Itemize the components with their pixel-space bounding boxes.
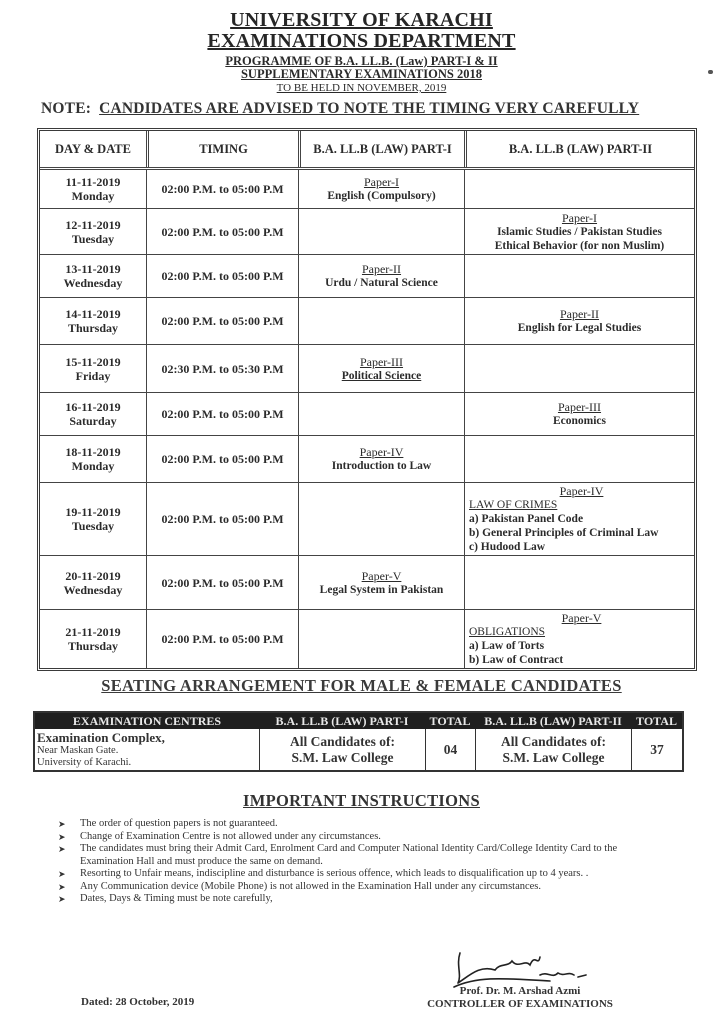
part2-cell — [464, 393, 694, 435]
seat-col-centres: EXAMINATION CENTRES — [72, 713, 222, 728]
timing-cell: 02:00 P.M. to 05:00 P.M — [146, 170, 298, 208]
part1-cell — [298, 436, 464, 482]
date-cell — [40, 209, 146, 254]
exam-day: Tuesday — [71, 231, 115, 246]
part1-cell-empty — [298, 483, 464, 555]
dated: Dated: 28 October, 2019 — [81, 996, 195, 1008]
exam-date: 19-11-2019 — [65, 505, 121, 519]
part2-cell — [464, 298, 694, 344]
part1-line2: S.M. Law College — [291, 749, 394, 765]
exam-day: Monday — [71, 189, 115, 203]
exam-day: Friday — [75, 368, 111, 383]
date-cell — [40, 436, 146, 482]
part1-cell — [298, 255, 464, 297]
instruction-item — [58, 831, 658, 844]
instruction-text: Any Communication device (Mobile Phone) is not allowed in the Examination Hall under any circumstances. — [80, 880, 542, 892]
signer-name: Prof. Dr. M. Arshad Azmi — [459, 985, 581, 997]
exam-date: 14-11-2019 — [65, 307, 121, 321]
signer-title: CONTROLLER OF EXAMINATIONS — [427, 998, 613, 1010]
date-cell — [40, 610, 146, 668]
instruction-item — [58, 881, 658, 894]
paper-number: Paper-V — [561, 611, 602, 625]
exam-day: Thursday — [67, 639, 119, 653]
part2-total: 37 — [631, 729, 682, 770]
instruction-text: Dates, Days & Timing must be note carefully, — [80, 893, 273, 904]
held-in: TO BE HELD IN NOVEMBER, 2019 — [276, 82, 447, 94]
part2-cell-empty — [464, 170, 694, 208]
timing-cell: 02:00 P.M. to 05:00 P.M — [146, 436, 298, 482]
arrow-bullet-icon: ➤ — [58, 831, 66, 842]
part2-cell — [464, 209, 694, 254]
schedule-row — [40, 482, 694, 555]
exam-day: Saturday — [69, 414, 117, 428]
seating-row — [35, 729, 682, 770]
paper-heading: OBLIGATIONS — [469, 626, 546, 638]
timing-cell: 02:00 P.M. to 05:00 P.M — [146, 610, 298, 668]
col-header-day-date: DAY & DATE — [55, 142, 131, 156]
part1-cell — [298, 170, 464, 208]
paper-subject: Introduction to Law — [331, 460, 432, 472]
schedule-row — [40, 555, 694, 609]
paper-item: b) General Principles of Criminal Law — [469, 527, 659, 539]
part2-line1: All Candidates of: — [500, 733, 606, 749]
seating-title: SEATING ARRANGEMENT FOR MALE & FEMALE CANDIDATES — [101, 676, 622, 695]
instruction-text: Resorting to Unfair means, indiscipline and disturbance is serious offence, which leads to disqualification up to 4 years. . — [80, 868, 589, 879]
arrow-bullet-icon: ➤ — [58, 819, 66, 829]
exam-day: Wednesday — [63, 582, 123, 597]
part2-cell-empty — [464, 255, 694, 297]
exam-date: 12-11-2019 — [65, 217, 121, 232]
paper-number: Paper-II — [559, 307, 600, 321]
paper-number: Paper-II — [361, 262, 402, 276]
paper-number: Paper-III — [557, 400, 602, 414]
seating-header-row — [35, 713, 682, 729]
schedule-row — [40, 208, 694, 254]
part1-cell-empty — [298, 610, 464, 668]
schedule-header-row — [40, 131, 694, 170]
arrow-bullet-icon: ➤ — [58, 844, 66, 854]
date-cell — [40, 556, 146, 609]
programme-title: PROGRAMME OF B.A. LL.B. (Law) PART-I & II — [225, 54, 498, 68]
date-cell — [40, 298, 146, 344]
part1-cell — [298, 556, 464, 609]
exam-day: Thursday — [67, 321, 119, 335]
centre-line2: Near Maskan Gate. — [37, 744, 119, 756]
instruction-text: The candidates must bring their Admit Card, Enrolment Card and Computer National Identity Card/College Identity Card to the Examination Hall and must produce the same on demand. — [80, 843, 618, 867]
schedule-row — [40, 609, 694, 668]
instruction-item — [58, 868, 658, 881]
instruction-item — [58, 893, 658, 906]
date-cell — [40, 393, 146, 435]
paper-subject: Economics — [552, 415, 607, 427]
exam-date: 16-11-2019 — [65, 400, 121, 414]
part1-candidates — [259, 729, 425, 770]
paper-number: Paper-I — [561, 210, 598, 225]
instruction-text: Change of Examination Centre is not allowed under any circumstances. — [80, 830, 381, 842]
timing-cell: 02:30 P.M. to 05:30 P.M — [146, 345, 298, 392]
note-text: CANDIDATES ARE ADVISED TO NOTE THE TIMING VERY CAREFULLY — [99, 100, 640, 117]
date-cell — [40, 170, 146, 208]
seating-table — [33, 711, 684, 772]
timing-cell: 02:00 P.M. to 05:00 P.M — [146, 255, 298, 297]
part2-cell-empty — [464, 556, 694, 609]
instruction-item — [58, 818, 658, 831]
instructions-title: IMPORTANT INSTRUCTIONS — [243, 791, 480, 810]
seat-col-total1: TOTAL — [429, 713, 471, 728]
arrow-bullet-icon: ➤ — [58, 894, 66, 904]
paper-item: a) Pakistan Panel Code — [469, 513, 584, 525]
exam-title: SUPPLEMENTARY EXAMINATIONS 2018 — [240, 67, 482, 81]
arrow-bullet-icon: ➤ — [58, 869, 66, 879]
exam-date: 13-11-2019 — [65, 262, 121, 276]
paper-subject: Urdu / Natural Science — [325, 277, 438, 289]
schedule-body — [40, 170, 694, 668]
university-title: UNIVERSITY OF KARACHI — [230, 9, 493, 31]
part1-total: 04 — [425, 729, 475, 770]
centre-line3: University of Karachi. — [37, 756, 132, 768]
note-label: NOTE: — [41, 100, 92, 117]
instruction-text: The order of question papers is not guaranteed. — [80, 818, 278, 829]
paper-subject: Islamic Studies / Pakistan Studies — [497, 225, 662, 238]
exam-date: 15-11-2019 — [65, 354, 121, 369]
exam-date: 18-11-2019 — [65, 445, 121, 459]
centre-cell — [35, 729, 259, 770]
timing-cell: 02:00 P.M. to 05:00 P.M — [146, 556, 298, 609]
exam-day: Monday — [71, 459, 115, 473]
col-header-part1: B.A. LL.B (LAW) PART-I — [298, 131, 464, 167]
date-cell — [40, 255, 146, 297]
date-cell — [40, 483, 146, 555]
paper-number: Paper-IV — [359, 445, 404, 459]
paper-number: Paper-I — [363, 175, 400, 189]
paper-heading: LAW OF CRIMES — [469, 499, 558, 511]
paper-number: Paper-IV — [559, 484, 604, 498]
seat-col-part1: B.A. LL.B (LAW) PART-I — [275, 713, 409, 728]
date-cell — [40, 345, 146, 392]
part2-candidates — [475, 729, 631, 770]
part1-cell — [298, 345, 464, 392]
part2-line2: S.M. Law College — [502, 749, 605, 765]
col-header-timing: TIMING — [146, 131, 298, 167]
paper-subject: English (Compulsory) — [327, 190, 436, 202]
department-title: EXAMINATIONS DEPARTMENT — [207, 30, 516, 52]
schedule-row — [40, 392, 694, 435]
paper-subject: Political Science — [341, 369, 422, 382]
paper-subject: Ethical Behavior (for non Muslim) — [494, 239, 665, 252]
signature — [440, 945, 590, 990]
seat-col-part2: B.A. LL.B (LAW) PART-II — [484, 713, 622, 728]
schedule-row — [40, 344, 694, 392]
col-header-part2: B.A. LL.B (LAW) PART-II — [464, 131, 694, 167]
arrow-bullet-icon: ➤ — [58, 881, 66, 892]
paper-item: c) Hudood Law — [469, 541, 546, 553]
part1-cell-empty — [298, 393, 464, 435]
exam-day: Tuesday — [71, 519, 115, 533]
note — [41, 100, 639, 118]
part2-cell — [464, 610, 694, 668]
exam-date: 21-11-2019 — [65, 625, 121, 639]
schedule-row — [40, 170, 694, 208]
paper-item: a) Law of Torts — [469, 640, 545, 652]
exam-date: 11-11-2019 — [65, 175, 121, 189]
timing-cell: 02:00 P.M. to 05:00 P.M — [146, 298, 298, 344]
schedule-row — [40, 297, 694, 344]
part1-cell-empty — [298, 298, 464, 344]
paper-subject: English for Legal Studies — [517, 322, 642, 334]
timing-cell: 02:00 P.M. to 05:00 P.M — [146, 209, 298, 254]
centre-name: Examination Complex, — [37, 729, 165, 745]
instruction-item — [58, 843, 658, 868]
exam-date: 20-11-2019 — [65, 568, 121, 583]
paper-number: Paper-V — [361, 568, 402, 583]
part1-cell-empty — [298, 209, 464, 254]
exam-schedule-table — [37, 128, 697, 671]
schedule-row — [40, 435, 694, 482]
paper-number: Paper-III — [359, 354, 404, 369]
schedule-row — [40, 254, 694, 297]
part2-cell-empty — [464, 345, 694, 392]
part2-cell-empty — [464, 436, 694, 482]
instructions-list — [58, 818, 658, 906]
part1-line1: All Candidates of: — [289, 733, 395, 749]
seat-col-total2: TOTAL — [636, 713, 677, 728]
timing-cell: 02:00 P.M. to 05:00 P.M — [146, 483, 298, 555]
timing-cell: 02:00 P.M. to 05:00 P.M — [146, 393, 298, 435]
part2-cell — [464, 483, 694, 555]
paper-subject: Legal System in Pakistan — [319, 583, 444, 596]
exam-day: Wednesday — [63, 276, 123, 290]
scan-speck — [708, 70, 713, 74]
paper-item: b) Law of Contract — [469, 654, 564, 666]
